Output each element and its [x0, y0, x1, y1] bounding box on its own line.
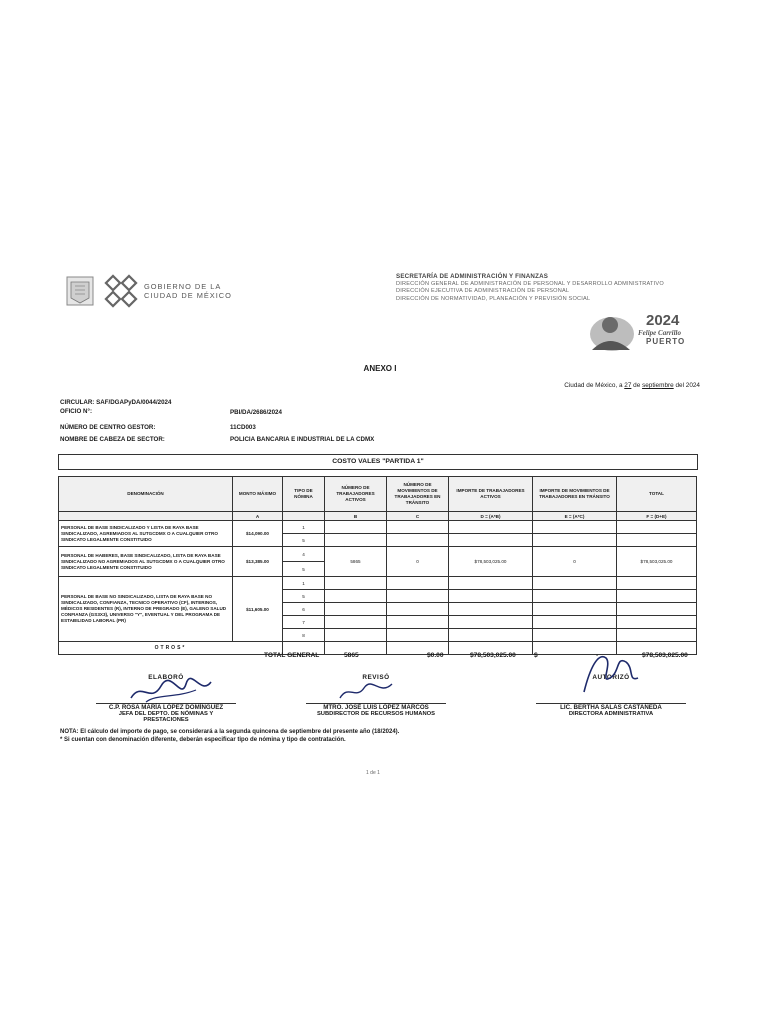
- header-movimientos: NÚMERO DE MOVIMIENTOS DE TRABAJADORES EN TRÁNSITO: [387, 477, 449, 512]
- coat-of-arms-icon: [66, 276, 94, 306]
- circular-value: SAF/DGAPyDA/0044/2024: [96, 399, 172, 406]
- autorizo-label: AUTORIZÓ: [592, 674, 630, 681]
- table-row: [59, 547, 697, 562]
- header-row: [59, 477, 697, 512]
- header-importe: IMPORTE DE TRABAJADORES ACTIVOS: [449, 477, 533, 512]
- autorizo-name: LIC. BERTHA SALAS CASTAÑEDA: [560, 704, 662, 711]
- elaboro-label: ELABORÓ: [148, 674, 184, 681]
- group2-importe: $78,503,025.00: [449, 547, 533, 577]
- header-denominacion: DENOMINACIÓN: [59, 477, 233, 512]
- reviso-label: REVISÓ: [362, 674, 390, 681]
- government-name: [144, 282, 232, 300]
- cabeza-label: NOMBRE DE CABEZA DE SECTOR:: [60, 436, 165, 443]
- total-numero: 5865: [344, 652, 359, 659]
- table-title: COSTO VALES "PARTIDA 1": [58, 454, 698, 470]
- letter-b: B: [325, 512, 387, 521]
- header-monto: MONTO MÁXIMO: [233, 477, 283, 512]
- group2-desc: PERSONAL DE HABERES, BASE SINDICALIZADO, LISTA DE RAYA BASE SINDICALIZADO NO AGREMIADOS AL SUTGCDMX O A CUALQUIER OTRO SINDICATO LEGALMENTE CONSTITUIDO: [59, 547, 233, 577]
- group1-desc: PERSONAL DE BASE SINDICALIZADO Y LISTA DE RAYA BASE SINDICALIZADO, AGREMIADOS AL SUTGCDMX O A CUALQUIER OTRO SINDICATO LEGALMENTE CONSTITUIDO: [59, 521, 233, 547]
- emblem-year: 2024: [646, 312, 680, 329]
- centro-value: 11CD003: [230, 424, 256, 431]
- secretaria-header: [396, 273, 664, 303]
- direccion-normatividad: DIRECCIÓN DE NORMATIVIDAD, PLANEACIÓN Y PREVISIÓN SOCIAL: [396, 295, 591, 302]
- reviso-name: MTRO. JOSÉ LUIS LÓPEZ MARCOS: [323, 704, 429, 711]
- header-total: TOTAL: [617, 477, 697, 512]
- group3-tipo-2: 5: [283, 590, 325, 603]
- table-row: [59, 577, 697, 590]
- group2-monto: $13,385.00: [233, 547, 283, 577]
- reviso-signature-icon: [336, 678, 396, 704]
- autorizo-signature-icon: [576, 648, 646, 698]
- group3-monto: $11,605.00: [233, 577, 283, 642]
- date-mid: de: [633, 382, 641, 389]
- signature-reviso: [306, 674, 446, 717]
- letter-c: C: [387, 512, 449, 521]
- group3-tipo-3: 6: [283, 603, 325, 616]
- group2-tipo-2: 5: [283, 562, 325, 577]
- date-day: 27: [624, 382, 632, 389]
- group1-tipo-2: 5: [283, 534, 325, 547]
- group1-tipo-1: 1: [283, 521, 325, 534]
- signature-autorizo: [536, 674, 686, 717]
- group2-total: $78,503,025.00: [617, 547, 697, 577]
- note-line-1: NOTA: El cálculo del importe de pago, se considerará a la segunda quincena de septiembre del presente año (18/2024).: [60, 729, 400, 735]
- otros-label: OTROS*: [59, 642, 283, 655]
- letter-d: D = (A*B): [449, 512, 533, 521]
- elaboro-name: C.P. ROSA MARÍA LÓPEZ DOMÍNGUEZ: [108, 704, 224, 711]
- elaboro-signature-icon: [126, 676, 216, 706]
- oficio-value: PBI/DA/2686/2024: [230, 409, 282, 416]
- date-suffix: del 2024: [675, 382, 700, 389]
- letter-blank-2: [283, 512, 325, 521]
- cdmx-logo-icon: [104, 274, 138, 308]
- note-line-2: * Si cuentan con denominación diferente, deberán especificar tipo de nómina y tipo de contratación.: [60, 737, 346, 743]
- circular-label: CIRCULAR:: [60, 399, 95, 406]
- gob-line-1: GOBIERNO DE LA: [144, 282, 222, 291]
- group2-tipo-1: 4: [283, 547, 325, 562]
- total-importe-mov-symbol: $: [534, 652, 538, 659]
- total-movimientos: $0.00: [427, 652, 444, 659]
- notes: [60, 728, 399, 744]
- letter-row: [59, 512, 697, 521]
- emblem-name: Felipe Carrillo: [638, 329, 681, 337]
- header-numero: NÚMERO DE TRABAJADORES ACTIVOS: [325, 477, 387, 512]
- gob-line-2: CIUDAD DE MÉXICO: [144, 291, 232, 300]
- reviso-title: SUBDIRECTOR DE RECURSOS HUMANOS: [316, 711, 436, 717]
- total-importe: $78,503,025.00: [470, 652, 516, 659]
- group2-importe-mov: 0: [533, 547, 617, 577]
- group2-movimientos: 0: [387, 547, 449, 577]
- total-label: TOTAL GENERAL: [264, 652, 320, 659]
- secretaria-name: SECRETARÍA DE ADMINISTRACIÓN Y FINANZAS: [396, 273, 549, 280]
- group3-tipo-1: 1: [283, 577, 325, 590]
- header-importe-mov: IMPORTE DE MOVIMIENTOS DE TRABAJADORES EN TRÁNSITO: [533, 477, 617, 512]
- header-tipo: TIPO DE NÓMINA: [283, 477, 325, 512]
- date-prefix: Ciudad de México, a: [564, 382, 623, 389]
- document-title: ANEXO I: [363, 364, 397, 373]
- group2-numero: 5865: [325, 547, 387, 577]
- letter-e: E = (A*C): [533, 512, 617, 521]
- elaboro-title: JEFA DEL DEPTO. DE NÓMINAS Y PRESTACIONES: [118, 711, 214, 723]
- document-page: [56, 268, 704, 788]
- date-month: septiembre: [642, 382, 674, 389]
- signature-elaboro: [96, 674, 236, 723]
- oficio-label: OFICIO N°:: [60, 408, 93, 415]
- table-row: [59, 521, 697, 534]
- total-importe-mov: -: [596, 652, 599, 659]
- date-line: [564, 382, 700, 389]
- letter-a: A: [233, 512, 283, 521]
- costs-table: [58, 476, 697, 655]
- direccion-general: DIRECCIÓN GENERAL DE ADMINISTRACIÓN DE PERSONAL Y DESARROLLO ADMINISTRATIVO: [396, 280, 664, 287]
- felipe-carrillo-emblem: [588, 310, 696, 352]
- autorizo-title: DIRECTORA ADMINISTRATIVA: [568, 711, 654, 717]
- emblem-sub: PUERTO: [646, 337, 686, 346]
- group3-tipo-4: 7: [283, 616, 325, 629]
- group3-tipo-5: 8: [283, 629, 325, 642]
- circular-row: [60, 399, 171, 406]
- letter-f: F = (D+E): [617, 512, 697, 521]
- page-number: 1 de 1: [366, 770, 380, 776]
- group1-monto: $14,090.00: [233, 521, 283, 547]
- group3-desc: PERSONAL DE BASE NO SINDICALIZADO, LISTA DE RAYA BASE NO SINDICALIZADO, CONFIANZA, TECNICO OPERATIVO (CF), INTERINOS, MÉDICOS RESIDENTES (R), INTERNO DE PREGRADO (E), GALENO SALUD CONFIANZA (GS3X3), UNIVERSO "Y", EVENTUAL Y DEL PROGRAMA DE ESTABILIDAD LABORAL (PR): [59, 577, 233, 642]
- cabeza-value: POLICIA BANCARIA E INDUSTRIAL DE LA CDMX: [230, 436, 375, 443]
- total-total: $78,503,025.00: [642, 652, 688, 659]
- direccion-ejecutiva: DIRECCIÓN EJECUTIVA DE ADMINISTRACIÓN DE PERSONAL: [396, 288, 570, 295]
- letter-blank: [59, 512, 233, 521]
- centro-label: NÚMERO DE CENTRO GESTOR:: [60, 424, 156, 431]
